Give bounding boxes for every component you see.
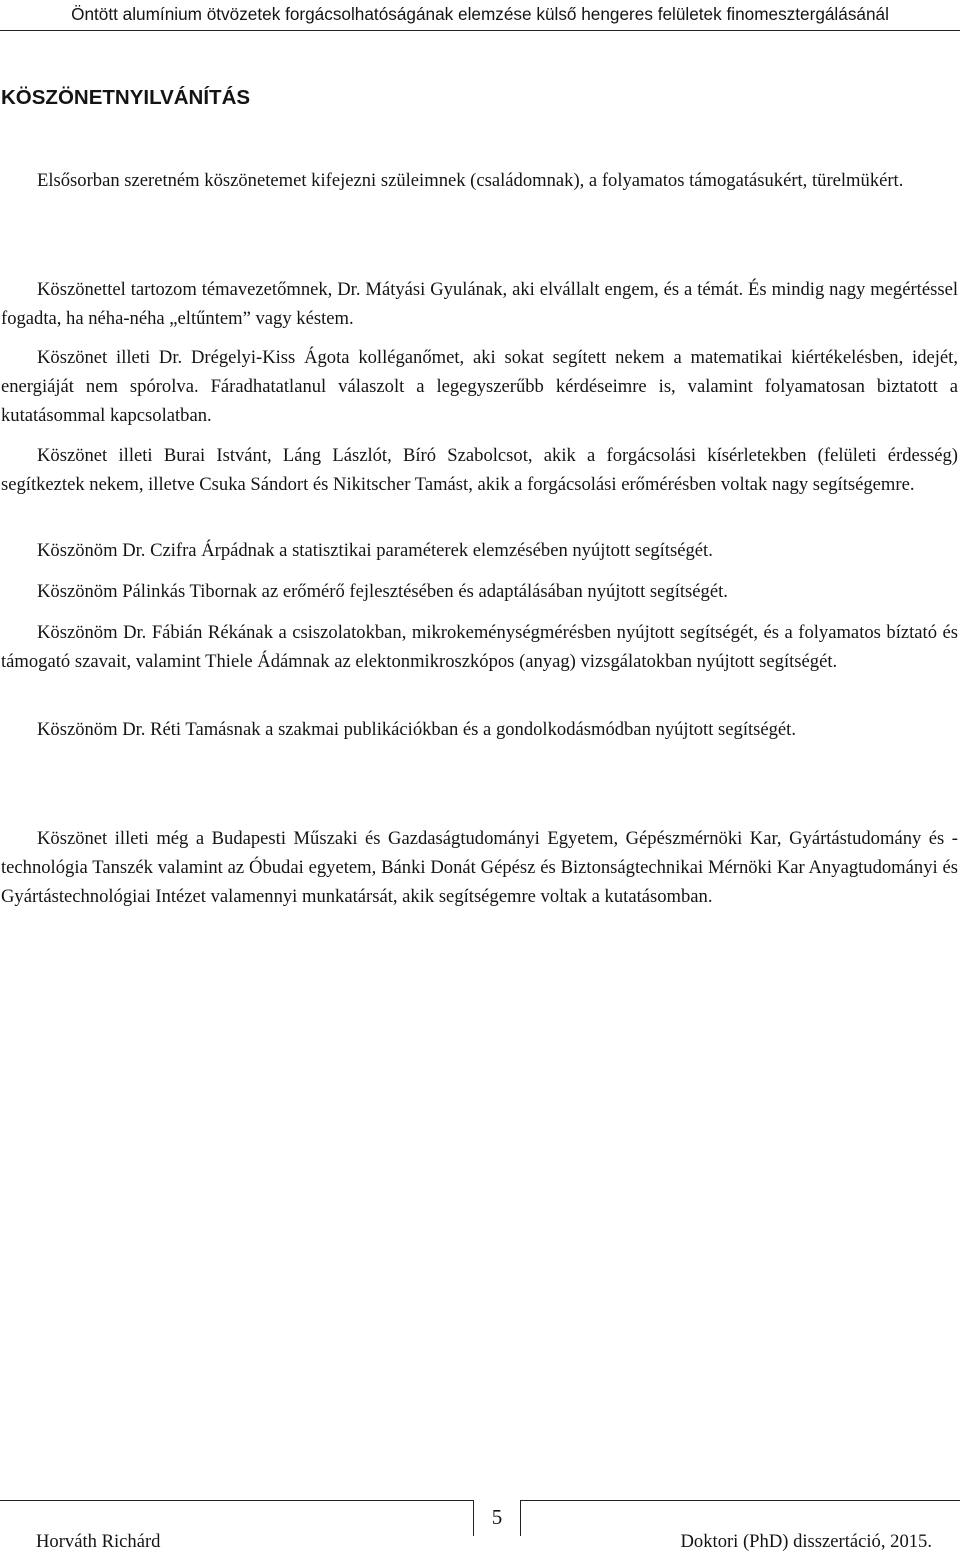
paragraph-publications: Köszönöm Dr. Réti Tamásnak a szakmai publikációkban és a gondolkodásmódban nyújtott segítségét. (37, 719, 797, 740)
running-header (0, 0, 960, 31)
section-title: KÖSZÖNETNYILVÁNÍTÁS (1, 86, 251, 109)
paragraph-statistics: Köszönöm Dr. Czifra Árpádnak a statisztikai paraméterek elemzésében nyújtott segítségét. (37, 540, 713, 561)
paragraph-colleague: Köszönet illeti Dr. Drégelyi-Kiss Ágota kolléganőmet, aki sokat segített nekem a matematikai kiértékelésben, idejét, energiáját nem spórolva. Fáradhatatlanul válaszolt a legegyszerűbb kérdéseimre is, valamint folyamatosan biztatott a kutatásommal kapcsolatban. (1, 347, 958, 426)
paragraph-force-meter: Köszönöm Pálinkás Tibornak az erőmérő fejlesztésében és adaptálásában nyújtott segítségét. (37, 581, 728, 602)
paragraph-microscopy: Köszönöm Dr. Fábián Rékának a csiszolatokban, mikrokeménységmérésben nyújtott segítségét, és a folyamatos bíztató és támogató szavait, valamint Thiele Ádámnak az elektonmikroszkópos (anyag) vizsgálatokban nyújtott segítségét. (1, 622, 958, 672)
paragraph-supervisor: Köszönettel tartozom témavezetőmnek, Dr. Mátyási Gyulának, aki elvállalt engem, és a témát. És mindig nagy megértéssel fogadta, ha néha-néha „eltűntem” vagy késtem. (1, 279, 958, 329)
footer-document-type: Doktori (PhD) disszertáció, 2015. (680, 1531, 932, 1552)
running-header-title: Öntött alumínium ötvözetek forgácsolhatóságának elemzése külső hengeres felületek finomesztergálásánál (71, 4, 889, 24)
paragraph-experiments: Köszönet illeti Burai Istvánt, Láng Lászlót, Bíró Szabolcsot, akik a forgácsolási kísérletekben (felületi érdesség) segítkeztek nekem, illetve Csuka Sándort és Nikitscher Tamást, akik a forgácsolási erőmérésben voltak nagy segítségemre. (1, 445, 958, 495)
footer-author: Horváth Richárd (36, 1531, 161, 1552)
page-number: 5 (473, 1500, 521, 1536)
paragraph-parents: Elsősorban szeretném köszönetemet kifejezni szüleimnek (családomnak), a folyamatos támogatásukért, türelmükért. (37, 170, 904, 191)
page-footer (0, 1500, 960, 1555)
paragraph-institutions: Köszönet illeti még a Budapesti Műszaki és Gazdaságtudományi Egyetem, Gépészmérnöki Kar, Gyártástudomány és -technológia Tanszék valamint az Óbudai egyetem, Bánki Donát Gépész és Biztonságtechnikai Mérnöki Kar Anyagtudományi és Gyártástechnológiai Intézet valamennyi munkatársát, akik segítségemre voltak a kutatásomban. (1, 828, 958, 907)
